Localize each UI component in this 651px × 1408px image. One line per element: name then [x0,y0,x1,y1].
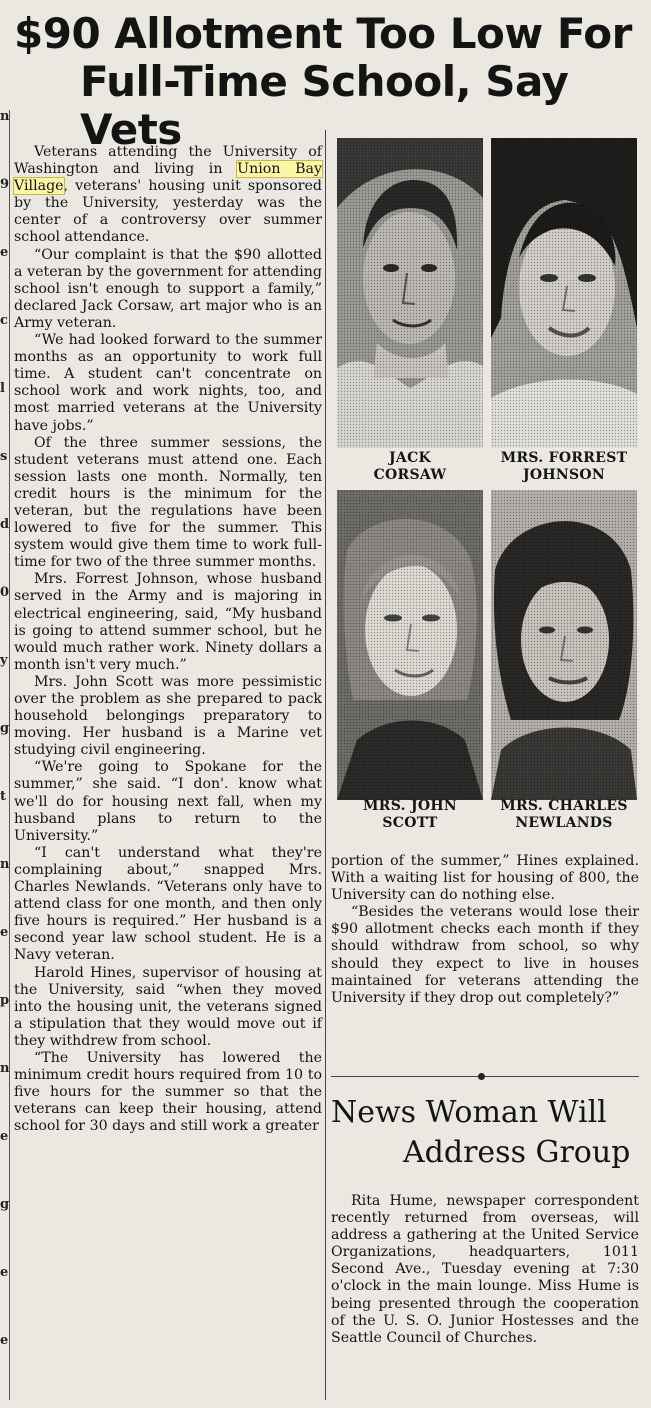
second-headline-line-2: Address Group [403,1135,631,1170]
gutter-fragment: l [0,381,5,396]
paragraph: Of the three summer sessions, the student veterans must attend one. Each session lasts one month. Normally, ten credit hours is the minimum for the veteran, but the regulations have been lowered to five for the summer. This system would give them time to work full-time for two of the three summer months. [14,434,322,571]
paragraph: “I can't understand what they're complaining about,” snapped Mrs. Charles Newlands. “Veterans only have to attend class for one month, and then only five hours is required.” Her husband is a second year law school student. He is a Navy veteran. [14,844,322,964]
gutter-fragment: t [0,789,7,804]
caption-line: CORSAW [373,467,447,483]
paragraph: “We're going to Spokane for the summer,” she said. “I don'. know what we'll do for housing next fall, when my husband plans to return to the University.” [14,759,322,844]
caption-line: NEWLANDS [515,815,613,831]
gutter-fragment: y [0,653,8,668]
story-divider [331,1076,639,1077]
lead-text-start: Veterans attending the University of Washington and living in [14,144,322,178]
gutter-fragment: 0 [0,585,10,600]
paragraph: Mrs. John Scott was more pessimistic over the problem as she prepared to pack household belongings preparatory to moving. Her husband is a Marine vet studying civil engineering. [14,673,322,759]
caption-line: JACK [389,450,431,466]
column-rule [325,130,326,1400]
article-body-left [14,144,322,1135]
photo-caption [330,450,490,484]
gutter-fragment: c [0,313,8,328]
caption-line: MRS. JOHN [362,798,458,814]
caption-line: JOHNSON [522,467,606,483]
gutter-fragment: n [0,857,10,872]
gutter-fragment: g [0,1197,10,1212]
gutter-fragment: p [0,993,10,1008]
paragraph: Mrs. Forrest Johnson, whose husband served in the Army and is majoring in electrical engineering, said, “My husband is going to attend summer school, but he would much rather work. Ninety dollars a month isn't very much.” [14,571,322,673]
lead-text-end: , veterans' housing unit sponsored by the University, yesterday was the center of a controversy over summer school attendance. [14,178,322,246]
portrait-woman-photo [491,490,637,800]
portrait-woman-photo [337,490,483,800]
gutter-fragment: g [0,721,10,736]
article-lead [14,144,322,247]
gutter-fragment: s [0,449,8,464]
left-column-rule [9,110,10,1400]
divider-dot [478,1073,485,1080]
paragraph: Harold Hines, supervisor of housing at the University, said “when they moved into the housing unit, the veterans signed a stipulation that they would move out if they withdrew from school. [14,964,322,1049]
second-article-body [331,1193,639,1347]
gutter-fragment: 9 [0,177,10,192]
caption-line: MRS. FORREST [500,450,628,466]
gutter-fragment: n [0,109,10,124]
paragraph: “Besides the veterans would lose their $90 allotment checks each month if they should withdraw from school, so why should they expect to live in houses maintained for veterans attending the University if they drop out completely?” [331,904,639,1006]
photo-caption [330,798,490,832]
portrait-man-photo [337,138,483,448]
headline-line-1: $90 Allotment Too Low For [14,9,632,58]
gutter-fragment: e [0,925,9,940]
paragraph: “The University has lowered the minimum credit hours required from 10 to five hours for the summer so that the veterans can keep their housing, attend school for 30 days and still work a greater [14,1049,322,1135]
caption-line: SCOTT [382,815,438,831]
photo-caption [484,450,644,484]
gutter-fragment: n [0,1061,10,1076]
gutter-fragment: d [0,517,10,532]
article-body-right [331,853,639,1007]
adjacent-column-fragment [0,0,9,1408]
photo-caption [484,798,644,832]
paragraph: “We had looked forward to the summer months as an opportunity to work full time. A student can't concentrate on school work and work nights, too, and most married veterans at the University have jobs.” [14,332,322,434]
paragraph: Rita Hume, newspaper correspondent recently returned from overseas, will address a gathering at the United Service Organizations, headquarters, 1011 Second Ave., Tuesday evening at 7:30 o'clock in the main lounge. Miss Hume is being presented through the cooperation of the U. S. O. Junior Hostesses and the Seattle Council of Churches. [331,1193,639,1346]
photo-grid [334,138,639,838]
gutter-fragment: e [0,1265,9,1280]
gutter-fragment: e [0,1129,9,1144]
headline [14,10,644,154]
gutter-fragment: e [0,1333,9,1348]
caption-line: MRS. CHARLES [500,798,628,814]
headline-line-2: Full-Time School, Say Vets [80,57,569,154]
portrait-woman-photo [491,138,637,448]
second-headline [331,1093,639,1173]
paragraph: “Our complaint is that the $90 allotted a veteran by the government for attending school isn't enough to support a family,” declared Jack Corsaw, art major who is an Army veteran. [14,246,322,331]
gutter-fragment: e [0,245,9,260]
highlighted-term[interactable]: Union Bay Village [14,161,323,195]
paragraph: portion of the summer,” Hines explained. With a waiting list for housing of 800, the University can do nothing else. [331,853,639,904]
second-headline-line-1: News Woman Will [331,1095,607,1130]
